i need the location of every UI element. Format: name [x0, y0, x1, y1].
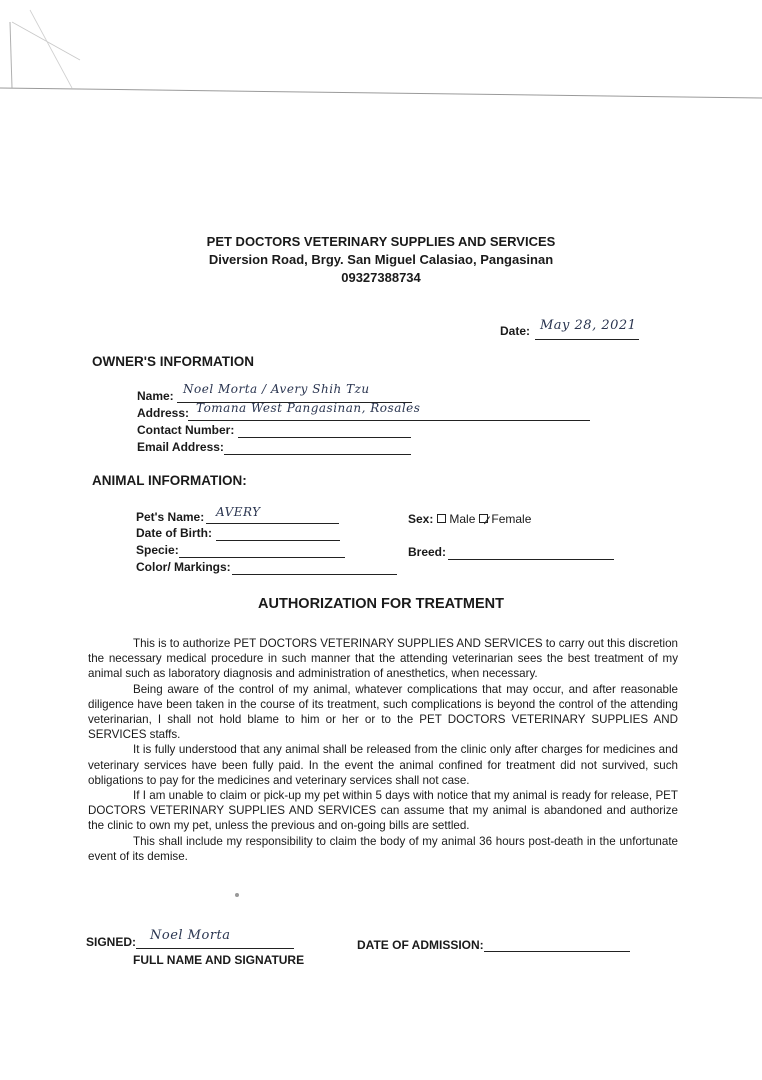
specie-label: Specie: — [136, 543, 179, 557]
dob-line[interactable] — [216, 540, 340, 541]
breed-label: Breed: — [408, 545, 447, 559]
sex-label: Sex: — [408, 512, 434, 526]
authorization-paragraph-1: This is to authorize PET DOCTORS VETERINARY SUPPLIES AND SERVICES to carry out this discretion the necessary medical procedure in such manner that the attending veterinarian sees the best treatment of my animal such as laboratory diagnosis and administration of anesthetics, when necessary. — [88, 637, 678, 681]
breed-line[interactable] — [448, 559, 614, 560]
animal-section-title: ANIMAL INFORMATION: — [92, 473, 247, 488]
admission-line[interactable] — [484, 951, 630, 952]
authorization-paragraph-3: It is fully understood that any animal shall be released from the clinic only after charges for medicines and veterinary services have been fully paid. In the event the animal confined for treatment did not survived, such obligations to pay for the medicines and veterinary services shall not case. — [88, 743, 678, 787]
clinic-address: Diversion Road, Brgy. San Miguel Calasiao, Pangasinan — [208, 252, 554, 267]
admission-label: DATE OF ADMISSION: — [357, 938, 484, 952]
authorization-title: AUTHORIZATION FOR TREATMENT — [258, 596, 504, 612]
female-checkbox[interactable] — [479, 514, 488, 523]
pet-name-line — [206, 523, 339, 524]
owner-contact-line[interactable] — [238, 437, 411, 438]
owner-contact-label: Contact Number: — [137, 423, 235, 437]
color-line[interactable] — [232, 574, 397, 575]
female-option-label: Female — [491, 512, 532, 526]
color-label: Color/ Markings: — [136, 560, 231, 574]
specie-line[interactable] — [179, 557, 345, 558]
pet-name-value[interactable]: AVERY — [216, 505, 261, 519]
authorization-paragraph-5: This shall include my responsibility to claim the body of my animal 36 hours post-death in the unfortunate event of its demise. — [88, 834, 678, 863]
clinic-phone: 09327388734 — [341, 270, 421, 285]
signed-label: SIGNED: — [86, 935, 137, 949]
dob-label: Date of Birth: — [136, 526, 212, 540]
owner-email-line[interactable] — [224, 454, 411, 455]
authorization-text — [88, 636, 678, 864]
owner-address-label: Address: — [137, 406, 190, 420]
signature-line — [136, 948, 294, 949]
owner-address-value[interactable]: Tomana West Pangasinan, Rosales — [196, 401, 421, 415]
owner-address-line — [188, 420, 590, 421]
male-option-label: Male — [449, 512, 476, 526]
date-label: Date: — [500, 324, 531, 338]
owner-name-value[interactable]: Noel Morta / Avery Shih Tzu — [183, 382, 370, 396]
sex-field — [408, 512, 531, 526]
pet-name-label: Pet's Name: — [136, 510, 205, 524]
owner-name-label: Name: — [137, 389, 174, 403]
date-line — [535, 339, 639, 340]
signature-value[interactable]: Noel Morta — [150, 928, 231, 943]
male-checkbox[interactable] — [437, 514, 446, 523]
date-value[interactable]: May 28, 2021 — [540, 318, 637, 333]
clinic-name: PET DOCTORS VETERINARY SUPPLIES AND SERVICES — [206, 234, 556, 249]
signature-caption: FULL NAME AND SIGNATURE — [133, 953, 305, 967]
authorization-paragraph-2: Being aware of the control of my animal, whatever complications that may occur, and after reasonable diligence have been taken in the course of its treatment, such complications is beyond the control of the attending veterinarian, I shall not hold blame to him or her or to the PET DOCTORS VETERINARY SUPPLIES AND SERVICES staffs. — [88, 682, 678, 742]
owner-email-label: Email Address: — [137, 440, 224, 454]
authorization-paragraph-4: If I am unable to claim or pick-up my pet within 5 days with notice that my animal is ready for release, PET DOCTORS VETERINARY SUPPLIES AND SERVICES can assume that my animal is abandoned and authorize the clinic to own my pet, unless the previous and on-going bills are settled. — [88, 789, 678, 833]
owner-section-title: OWNER'S INFORMATION — [92, 354, 254, 369]
